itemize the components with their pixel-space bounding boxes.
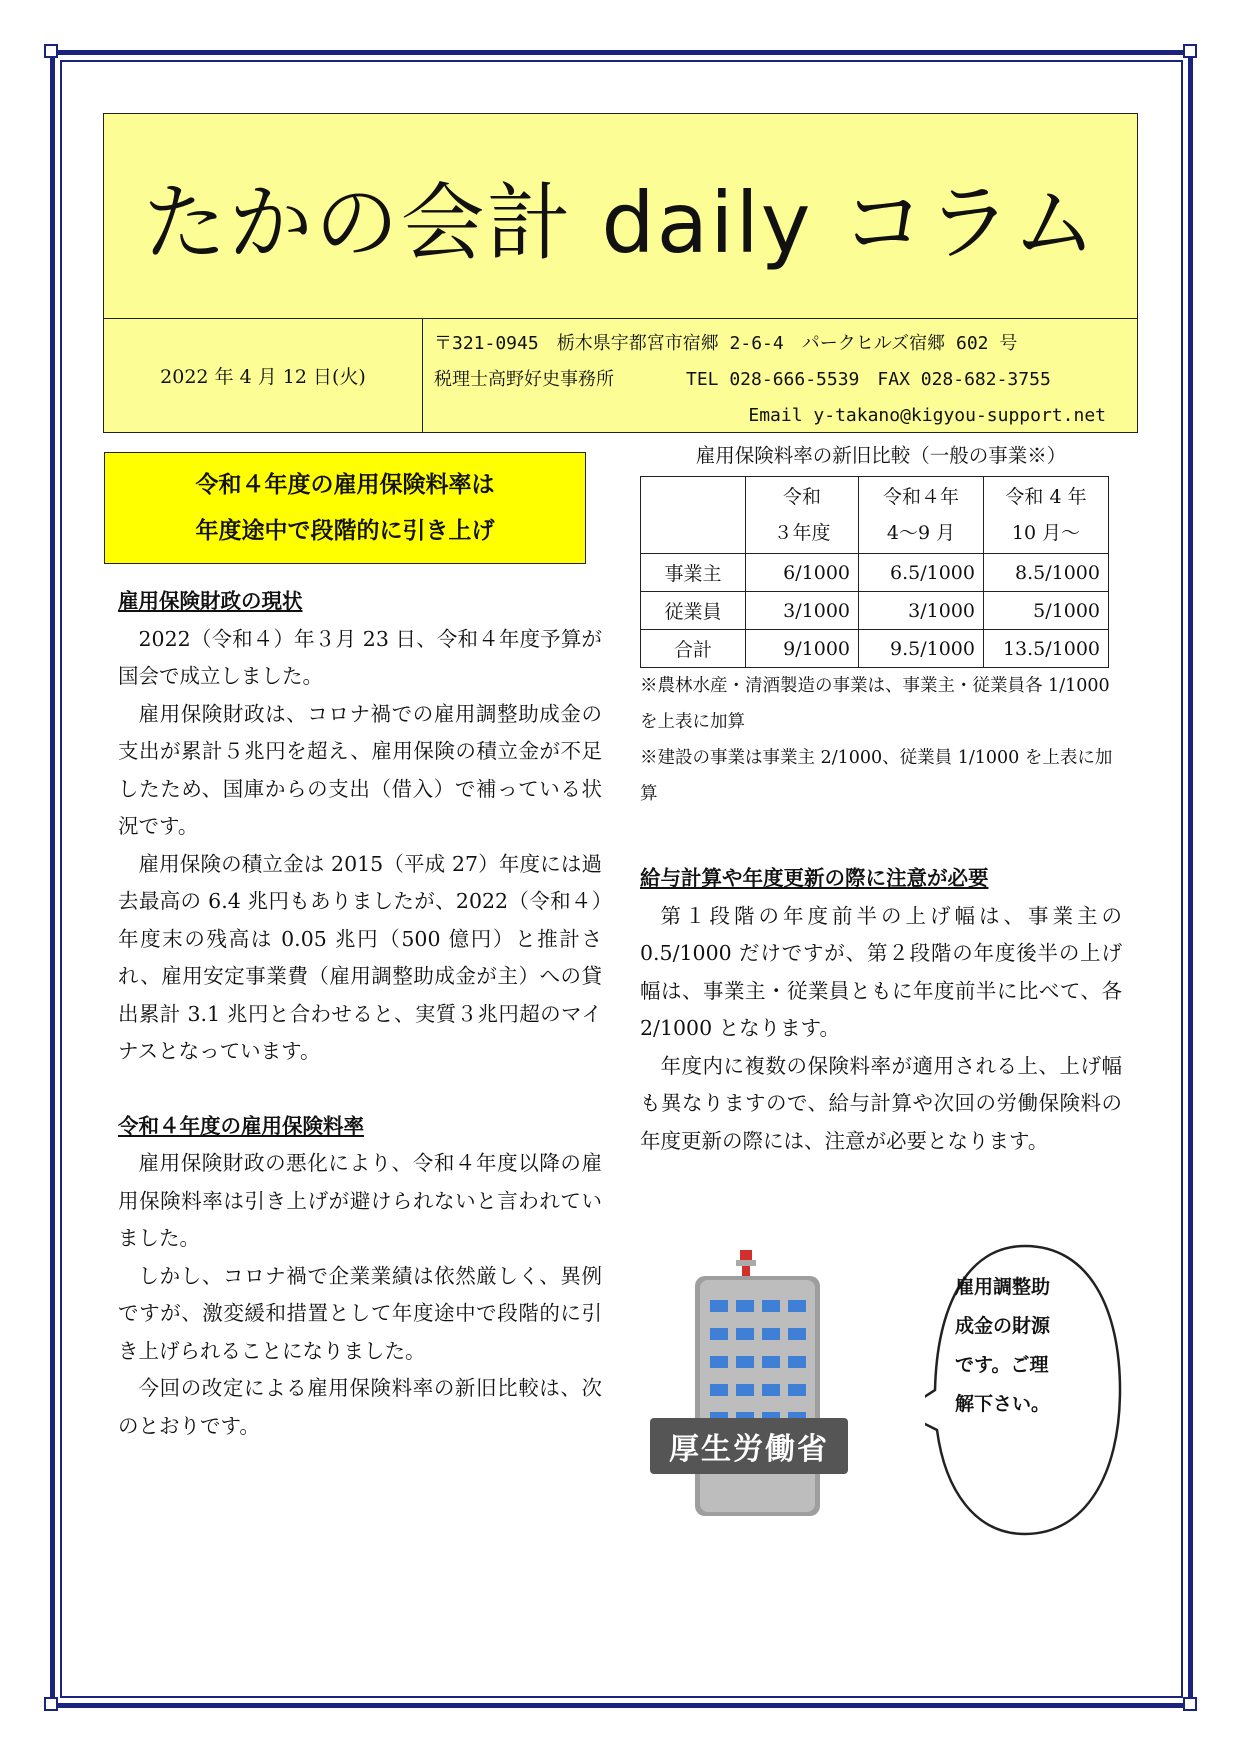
building-icon xyxy=(695,1250,820,1516)
office-name-phone-fax: 税理士高野好史事務所 TEL 028-666-5539 FAX 028-682-3755 xyxy=(434,369,1051,390)
table-notes xyxy=(640,668,1122,812)
ministry-nameplate: 厚生労働省 xyxy=(650,1418,848,1474)
table-note: ※建設の事業は事業主 2/1000、従業員 1/1000 を上表に加算 xyxy=(640,748,1113,804)
masthead xyxy=(103,113,1138,433)
newsletter-title: たかの会計 daily コラム xyxy=(104,114,1137,319)
table-cell: 9.5/1000 xyxy=(859,630,984,668)
table-row xyxy=(641,554,1109,592)
paragraph: 第１段階の年度前半の上げ幅は、事業主の 0.5/1000 だけですが、第２段階の年度後半の上げ幅は、事業主・従業員ともに年度前半に比べて、各 2/1000 となります。 xyxy=(640,903,1122,1040)
table-cell: 3/1000 xyxy=(746,592,859,630)
row-label: 合計 xyxy=(641,630,746,668)
table-corner-cell xyxy=(641,477,746,554)
table-row xyxy=(641,592,1109,630)
section-title-finance-status: 雇用保険財政の現状 xyxy=(118,589,303,613)
table-cell: 13.5/1000 xyxy=(984,630,1109,668)
frame-corner xyxy=(1183,44,1197,58)
table-cell: 3/1000 xyxy=(859,592,984,630)
table-cell: 6/1000 xyxy=(746,554,859,592)
row-label: 従業員 xyxy=(641,592,746,630)
office-address: 〒321-0945 栃木県宇都宮市宿郷 2-6-4 パークヒルズ宿郷 602 号 xyxy=(434,333,1018,354)
table-cell: 5/1000 xyxy=(984,592,1109,630)
rate-comparison-table xyxy=(640,476,1109,668)
table-row xyxy=(641,630,1109,668)
paragraph: 今回の改定による雇用保険料率の新旧比較は、次のとおりです。 xyxy=(118,1376,602,1438)
row-label: 事業主 xyxy=(641,554,746,592)
paragraph: 雇用保険財政の悪化により、令和４年度以降の雇用保険料率は引き上げが避けられないと言われていました。 xyxy=(118,1151,602,1250)
speech-bubble-text: 雇用調整助 成金の財源 です。ご理 解下さい。 xyxy=(955,1276,1051,1415)
office-email: Email y-takano@kigyou-support.net xyxy=(748,405,1106,426)
section-title-fy2022-rate: 令和４年度の雇用保険料率 xyxy=(118,1113,364,1138)
column-header: 令和 ３年度 xyxy=(746,477,859,554)
frame-corner xyxy=(1183,1697,1197,1711)
table-header-row xyxy=(641,477,1109,554)
table-cell: 8.5/1000 xyxy=(984,554,1109,592)
table-caption: 雇用保険料率の新旧比較（一般の事業※） xyxy=(695,444,1067,467)
paragraph: 2022（令和４）年３月 23 日、令和４年度予算が国会で成立しました。 xyxy=(118,626,602,688)
paragraph: 年度内に複数の保険料率が適用される上、上げ幅も異なりますので、給与計算や次回の労働保険料の年度更新の際には、注意が必要となります。 xyxy=(640,1053,1122,1153)
section-title-payroll-caution: 給与計算や年度更新の際に注意が必要 xyxy=(640,866,989,890)
article-headline xyxy=(104,452,586,564)
column-header: 令和 4 年 10 月～ xyxy=(984,477,1109,554)
left-column xyxy=(118,583,602,1445)
headline-line-1: 令和４年度の雇用保険料率は xyxy=(195,472,495,498)
table-note: ※農林水産・清酒製造の事業は、事業主・従業員各 1/1000 を上表に加算 xyxy=(640,676,1110,732)
office-contact-block xyxy=(434,326,1134,434)
issue-date: 2022 年 4 月 12 日(火) xyxy=(104,319,423,432)
frame-corner xyxy=(44,1697,58,1711)
paragraph: 雇用保険の積立金は 2015（平成 27）年度には過去最高の 6.4 兆円もありましたが、2022（令和４）年度末の残高は 0.05 兆円（500 億円）と推計され、雇用安定事業費（雇用調整助成金が主）への貸出累計 3.1 兆円と合わせると、実質３兆円超のマイナスとなっています。 xyxy=(118,851,602,1063)
paragraph: しかし、コロナ禍で企業業績は依然厳しく、異例ですが、激変緩和措置として年度途中で段階的に引き上げられることになりました。 xyxy=(118,1263,602,1363)
paragraph: 雇用保険財政は、コロナ禍での雇用調整助成金の支出が累計５兆円を超え、雇用保険の積立金が不足したため、国庫からの支出（借入）で補っている状況です。 xyxy=(118,701,602,838)
frame-corner xyxy=(44,44,58,58)
column-header: 令和４年 4～9 月 xyxy=(859,477,984,554)
table-cell: 9/1000 xyxy=(746,630,859,668)
right-column xyxy=(640,860,1122,1160)
table-cell: 6.5/1000 xyxy=(859,554,984,592)
headline-line-2: 年度途中で段階的に引き上げ xyxy=(195,518,495,544)
